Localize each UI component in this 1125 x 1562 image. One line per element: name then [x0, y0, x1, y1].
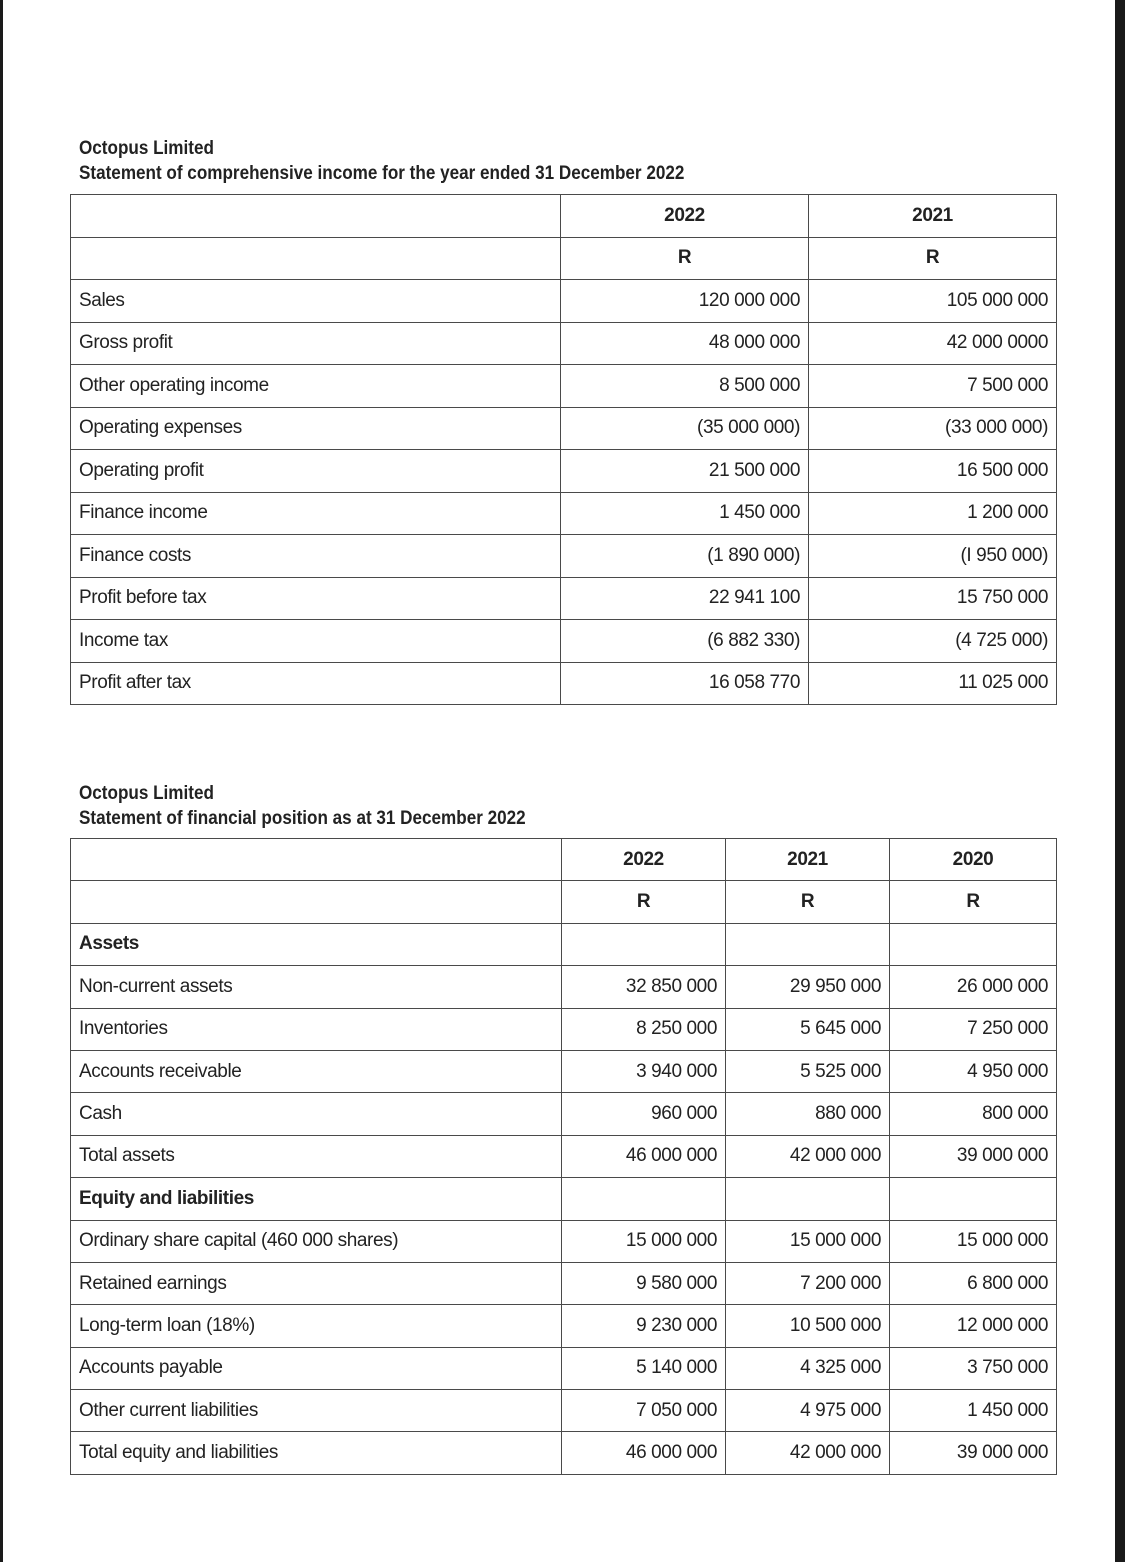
line-item-label: Gross profit: [71, 322, 561, 365]
table-row: [71, 322, 1057, 365]
table-row: [71, 1262, 1057, 1304]
line-item-value: 8 250 000: [562, 1008, 726, 1050]
line-item-value: 3 750 000: [890, 1347, 1057, 1389]
line-item-value: 42 000 0000: [809, 322, 1057, 365]
line-item-label: Accounts receivable: [71, 1050, 562, 1092]
line-item-value: 10 500 000: [726, 1305, 890, 1347]
line-item-value: 15 000 000: [726, 1220, 890, 1262]
line-item-value: 46 000 000: [562, 1432, 726, 1474]
line-item-value: 48 000 000: [561, 322, 809, 365]
company-name: Octopus Limited: [79, 783, 214, 804]
line-item-value: 22 941 100: [561, 577, 809, 620]
currency-header-row: [71, 237, 1057, 280]
blank-cell: [71, 839, 562, 881]
line-item-value: 880 000: [726, 1093, 890, 1135]
table-row: [71, 1008, 1057, 1050]
company-name: Octopus Limited: [79, 138, 214, 159]
line-item-label: Income tax: [71, 620, 561, 663]
line-item-label: Total assets: [71, 1135, 562, 1177]
line-item-value: 105 000 000: [809, 280, 1057, 323]
right-edge: [1115, 0, 1125, 1562]
blank-cell: [726, 1178, 890, 1220]
blank-cell: [562, 923, 726, 965]
year-header-row: [71, 195, 1057, 238]
line-item-value: 42 000 000: [726, 1432, 890, 1474]
line-item-value: 15 000 000: [890, 1220, 1057, 1262]
line-item-value: 9 230 000: [562, 1305, 726, 1347]
line-item-value: 7 200 000: [726, 1262, 890, 1304]
line-item-label: Long-term loan (18%): [71, 1305, 562, 1347]
line-item-value: 15 000 000: [562, 1220, 726, 1262]
line-item-value: (4 725 000): [809, 620, 1057, 663]
blank-cell: [726, 923, 890, 965]
line-item-label: Cash: [71, 1093, 562, 1135]
line-item-value: 6 800 000: [890, 1262, 1057, 1304]
line-item-value: 4 950 000: [890, 1050, 1057, 1092]
line-item-value: 29 950 000: [726, 966, 890, 1008]
line-item-value: 4 325 000: [726, 1347, 890, 1389]
statement-title: Statement of comprehensive income for the year ended 31 December 2022: [79, 163, 685, 184]
income-statement-table: [70, 194, 1057, 705]
year-header: 2021: [726, 839, 890, 881]
blank-cell: [71, 237, 561, 280]
table-row: [71, 1050, 1057, 1092]
blank-cell: [562, 1178, 726, 1220]
line-item-value: 1 450 000: [561, 492, 809, 535]
line-item-value: 7 050 000: [562, 1390, 726, 1432]
line-item-value: 12 000 000: [890, 1305, 1057, 1347]
currency-header: R: [809, 237, 1057, 280]
table-row: [71, 1135, 1057, 1177]
section-heading-row: [71, 1178, 1057, 1220]
line-item-value: 960 000: [562, 1093, 726, 1135]
currency-header: R: [726, 881, 890, 923]
line-item-value: 5 645 000: [726, 1008, 890, 1050]
line-item-label: Other operating income: [71, 365, 561, 408]
blank-cell: [890, 923, 1057, 965]
line-item-label: Finance income: [71, 492, 561, 535]
table-row: [71, 620, 1057, 663]
currency-header: R: [562, 881, 726, 923]
line-item-label: Finance costs: [71, 535, 561, 578]
line-item-label: Other current liabilities: [71, 1390, 562, 1432]
year-header: 2020: [890, 839, 1057, 881]
line-item-value: 42 000 000: [726, 1135, 890, 1177]
line-item-value: 5 140 000: [562, 1347, 726, 1389]
line-item-value: 5 525 000: [726, 1050, 890, 1092]
table-row: [71, 577, 1057, 620]
table-row: [71, 450, 1057, 493]
line-item-label: Accounts payable: [71, 1347, 562, 1389]
line-item-value: 7 500 000: [809, 365, 1057, 408]
line-item-value: 9 580 000: [562, 1262, 726, 1304]
line-item-label: Total equity and liabilities: [71, 1432, 562, 1474]
line-item-label: Operating expenses: [71, 407, 561, 450]
table-row: [71, 1093, 1057, 1135]
currency-header: R: [890, 881, 1057, 923]
line-item-value: 800 000: [890, 1093, 1057, 1135]
line-item-value: (33 000 000): [809, 407, 1057, 450]
line-item-value: 3 940 000: [562, 1050, 726, 1092]
line-item-label: Inventories: [71, 1008, 562, 1050]
currency-header: R: [561, 237, 809, 280]
year-header: 2021: [809, 195, 1057, 238]
line-item-value: (I 950 000): [809, 535, 1057, 578]
table-row: [71, 1347, 1057, 1389]
blank-cell: [71, 881, 562, 923]
line-item-value: (35 000 000): [561, 407, 809, 450]
line-item-value: 21 500 000: [561, 450, 809, 493]
year-header: 2022: [562, 839, 726, 881]
table-row: [71, 407, 1057, 450]
line-item-label: Profit before tax: [71, 577, 561, 620]
line-item-value: 39 000 000: [890, 1135, 1057, 1177]
table-row: [71, 662, 1057, 705]
line-item-label: Retained earnings: [71, 1262, 562, 1304]
table-row: [71, 365, 1057, 408]
assets-heading: Assets: [71, 923, 562, 965]
table-row: [71, 280, 1057, 323]
line-item-label: Sales: [71, 280, 561, 323]
line-item-label: Non-current assets: [71, 966, 562, 1008]
table-row: [71, 535, 1057, 578]
financial-position-table: [70, 838, 1057, 1475]
table-row: [71, 492, 1057, 535]
line-item-value: 26 000 000: [890, 966, 1057, 1008]
table-row: [71, 1390, 1057, 1432]
line-item-value: 1 450 000: [890, 1390, 1057, 1432]
line-item-value: 120 000 000: [561, 280, 809, 323]
table-row: [71, 1220, 1057, 1262]
section-heading-row: [71, 923, 1057, 965]
statement-title: Statement of financial position as at 31 December 2022: [79, 808, 526, 829]
line-item-value: 46 000 000: [562, 1135, 726, 1177]
financial-position-heading: [79, 781, 526, 831]
currency-header-row: [71, 881, 1057, 923]
line-item-value: 16 500 000: [809, 450, 1057, 493]
equity-heading: Equity and liabilities: [71, 1178, 562, 1220]
line-item-value: 32 850 000: [562, 966, 726, 1008]
line-item-value: (6 882 330): [561, 620, 809, 663]
blank-cell: [71, 195, 561, 238]
blank-cell: [890, 1178, 1057, 1220]
table-row: [71, 1305, 1057, 1347]
line-item-value: 15 750 000: [809, 577, 1057, 620]
line-item-value: 16 058 770: [561, 662, 809, 705]
left-edge: [0, 0, 3, 1562]
line-item-value: (1 890 000): [561, 535, 809, 578]
year-header: 2022: [561, 195, 809, 238]
line-item-label: Operating profit: [71, 450, 561, 493]
table-row: [71, 1432, 1057, 1474]
line-item-value: 8 500 000: [561, 365, 809, 408]
table-row: [71, 966, 1057, 1008]
line-item-value: 39 000 000: [890, 1432, 1057, 1474]
line-item-value: 7 250 000: [890, 1008, 1057, 1050]
year-header-row: [71, 839, 1057, 881]
line-item-value: 4 975 000: [726, 1390, 890, 1432]
income-statement-heading: [79, 136, 684, 186]
line-item-value: 1 200 000: [809, 492, 1057, 535]
line-item-value: 11 025 000: [809, 662, 1057, 705]
line-item-label: Profit after tax: [71, 662, 561, 705]
line-item-label: Ordinary share capital (460 000 shares): [71, 1220, 562, 1262]
